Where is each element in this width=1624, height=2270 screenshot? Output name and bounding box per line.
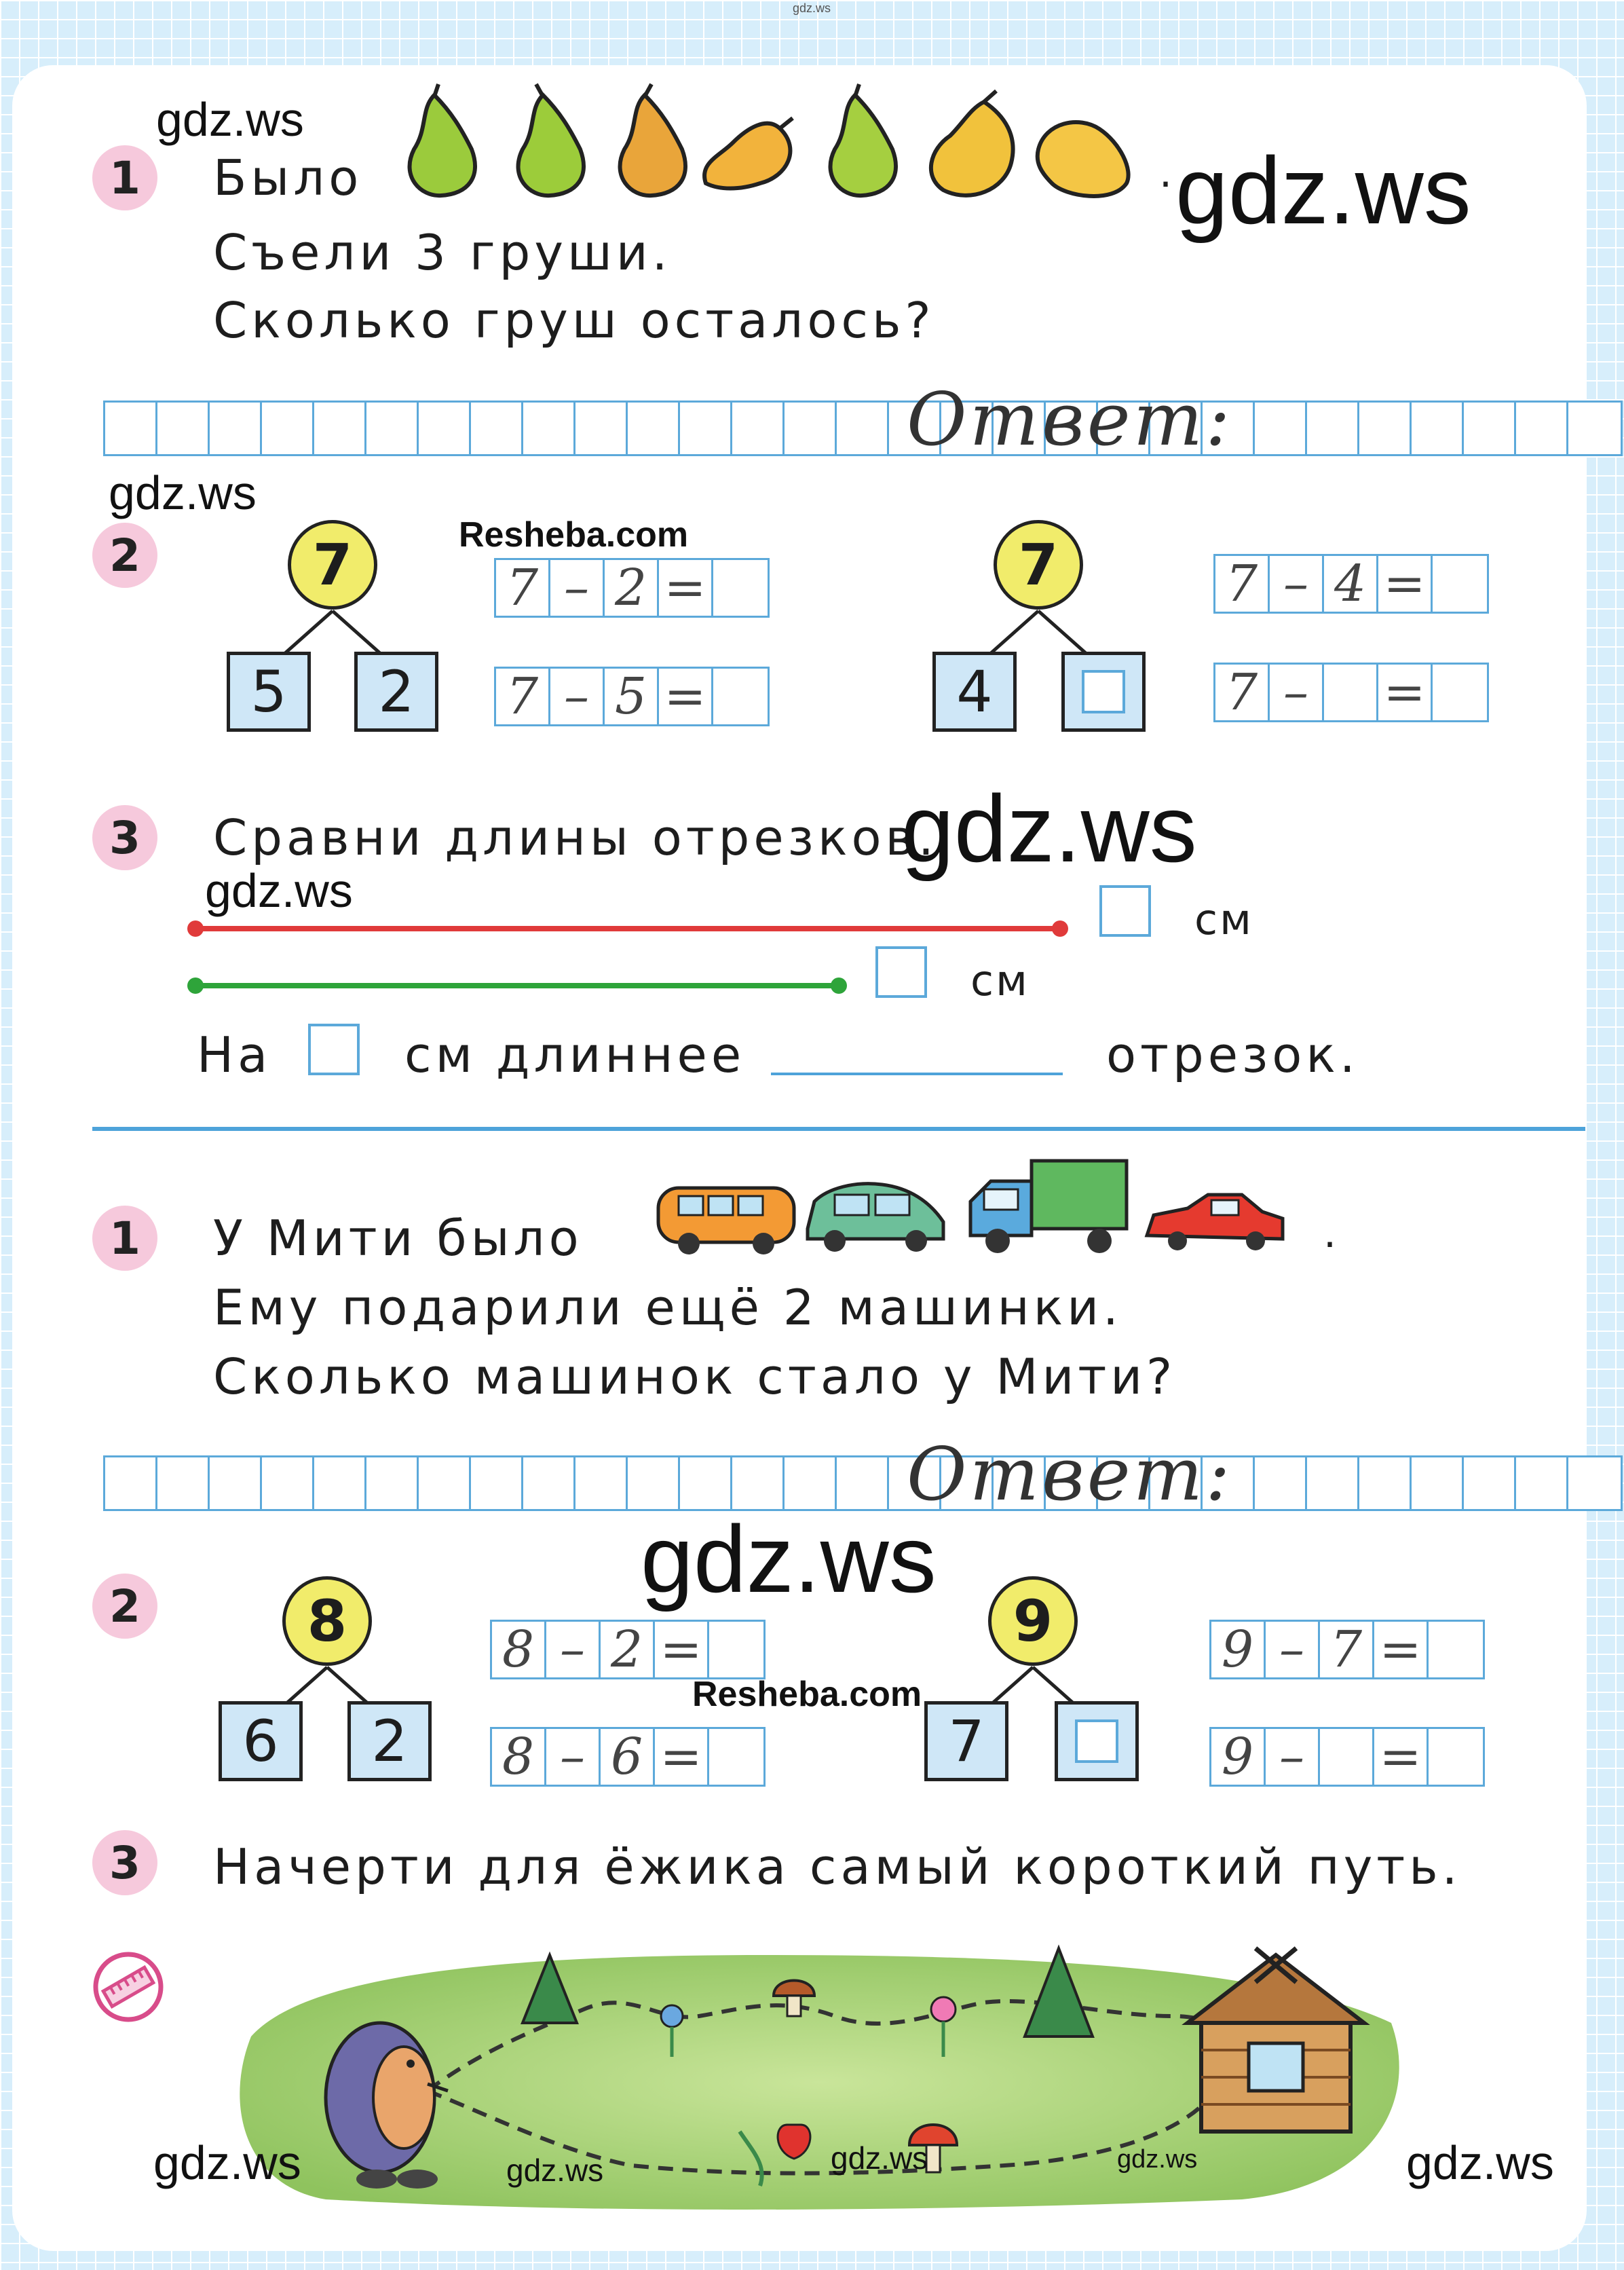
watermark: gdz.ws xyxy=(901,775,1197,882)
equation-row[interactable] xyxy=(490,1620,766,1679)
number-square-empty[interactable] xyxy=(1061,652,1146,732)
task1-line1: Было xyxy=(213,149,363,206)
equation-row[interactable] xyxy=(1213,663,1489,722)
unit-label: см xyxy=(970,956,1030,1005)
watermark: gdz.ws xyxy=(205,864,353,917)
eq-cell: 7 xyxy=(1215,556,1270,612)
eq-cell: 4 xyxy=(1324,556,1378,612)
answer-grid[interactable] xyxy=(103,401,1623,456)
eq-cell[interactable] xyxy=(1324,665,1378,720)
equation-row[interactable] xyxy=(494,667,770,726)
equation-row[interactable] xyxy=(1213,554,1489,614)
watermark: gdz.ws xyxy=(153,2136,301,2189)
equation-row[interactable] xyxy=(1209,1727,1485,1787)
eq-cell: = xyxy=(659,560,713,616)
eq-cell: 7 xyxy=(496,560,550,616)
answer-label: Ответ: xyxy=(907,1432,1233,1517)
watermark: gdz.ws xyxy=(1406,2136,1554,2189)
eq-cell: 9 xyxy=(1211,1622,1266,1677)
eq-answer-cell[interactable] xyxy=(1433,556,1487,612)
red-segment-start xyxy=(187,920,204,937)
eq-cell: = xyxy=(655,1622,709,1677)
red-length-box[interactable] xyxy=(1099,885,1151,937)
pears-illustration xyxy=(394,81,1154,204)
pear-icon xyxy=(410,84,475,196)
eq-cell: – xyxy=(550,560,605,616)
task1-line1: У Мити было xyxy=(213,1210,583,1267)
unit-label: см xyxy=(1194,895,1253,944)
car-icon xyxy=(1147,1195,1283,1250)
eq-cell: 9 xyxy=(1211,1729,1266,1785)
task-number-badge: 3 xyxy=(92,805,157,870)
number-circle: 9 xyxy=(988,1576,1078,1666)
watermark: gdz.ws xyxy=(831,2140,928,2176)
truck-icon xyxy=(970,1161,1127,1253)
difference-box[interactable] xyxy=(308,1024,360,1075)
number-circle: 8 xyxy=(282,1576,372,1666)
task1-line3: Сколько машинок стало у Мити? xyxy=(213,1348,1177,1405)
watermark-resheba: Resheba.com xyxy=(459,515,689,555)
eq-cell: = xyxy=(655,1729,709,1785)
sentence-mid: см длиннее xyxy=(404,1026,746,1083)
eq-cell: 7 xyxy=(1320,1622,1374,1677)
eq-cell[interactable] xyxy=(1320,1729,1374,1785)
task3-title: Начерти для ёжика самый короткий путь. xyxy=(213,1838,1462,1895)
eq-cell: – xyxy=(546,1622,601,1677)
eq-cell: = xyxy=(1374,1729,1429,1785)
number-square: 7 xyxy=(924,1701,1008,1781)
watermark: gdz.ws xyxy=(1175,137,1471,244)
segments xyxy=(183,910,1079,998)
answer-box[interactable] xyxy=(1082,670,1125,713)
eq-cell: – xyxy=(1270,665,1324,720)
pear-icon xyxy=(704,118,793,189)
task-number-badge: 2 xyxy=(92,523,157,588)
hedgehog-path-illustration xyxy=(224,1928,1418,2213)
eq-answer-cell[interactable] xyxy=(1429,1729,1483,1785)
answer-label: Ответ: xyxy=(907,377,1233,462)
watermark-top: gdz.ws xyxy=(793,1,831,15)
watermark: gdz.ws xyxy=(641,1506,937,1612)
bus-icon xyxy=(658,1188,794,1254)
answer-grid[interactable] xyxy=(103,1455,1623,1511)
car-icon xyxy=(808,1184,943,1252)
eq-answer-cell[interactable] xyxy=(1433,665,1487,720)
task-number-badge: 3 xyxy=(92,1830,157,1895)
eq-answer-cell[interactable] xyxy=(1429,1622,1483,1677)
watermark: gdz.ws xyxy=(506,2153,604,2188)
number-circle: 7 xyxy=(288,520,377,610)
number-square: 2 xyxy=(347,1701,432,1781)
equation-row[interactable] xyxy=(494,558,770,618)
eq-cell: 2 xyxy=(601,1622,655,1677)
eq-cell: = xyxy=(1374,1622,1429,1677)
number-square: 6 xyxy=(219,1701,303,1781)
answer-blank-line[interactable] xyxy=(771,1073,1063,1075)
eq-cell: 7 xyxy=(1215,665,1270,720)
number-square-empty[interactable] xyxy=(1055,1701,1139,1781)
task-number-badge: 2 xyxy=(92,1574,157,1639)
eq-cell: = xyxy=(659,669,713,724)
red-segment-end xyxy=(1052,920,1068,937)
section-divider xyxy=(92,1127,1585,1131)
task1-line1-end: . xyxy=(1323,1210,1341,1257)
eq-answer-cell[interactable] xyxy=(709,1729,763,1785)
eq-answer-cell[interactable] xyxy=(713,560,768,616)
eq-cell: – xyxy=(1266,1622,1320,1677)
eq-answer-cell[interactable] xyxy=(709,1622,763,1677)
pear-icon xyxy=(518,84,584,196)
eq-cell: – xyxy=(546,1729,601,1785)
task1-line2: Ему подарили ещё 2 машинки. xyxy=(213,1279,1122,1336)
task-number-badge: 1 xyxy=(92,1206,157,1271)
eq-cell: 7 xyxy=(496,669,550,724)
sentence-start: На xyxy=(197,1026,272,1083)
answer-box[interactable] xyxy=(1075,1719,1118,1763)
eq-cell: 8 xyxy=(492,1729,546,1785)
eq-cell: 8 xyxy=(492,1622,546,1677)
green-length-box[interactable] xyxy=(875,946,927,998)
pear-icon xyxy=(1038,122,1129,196)
eq-cell: – xyxy=(550,669,605,724)
task3-title: Сравни длины отрезков. xyxy=(213,809,938,866)
number-circle: 7 xyxy=(994,520,1083,610)
watermark: gdz.ws xyxy=(1117,2145,1198,2174)
equation-row[interactable] xyxy=(1209,1620,1485,1679)
green-segment-end xyxy=(831,978,847,994)
eq-cell: – xyxy=(1266,1729,1320,1785)
cars-illustration xyxy=(652,1154,1289,1263)
task1-line1-end: . xyxy=(1159,149,1177,197)
eq-answer-cell[interactable] xyxy=(713,669,768,724)
pear-icon xyxy=(620,84,685,196)
watermark: gdz.ws xyxy=(156,93,304,146)
task1-line3: Сколько груш осталось? xyxy=(213,292,935,349)
eq-cell: – xyxy=(1270,556,1324,612)
green-segment-start xyxy=(187,978,204,994)
eq-cell: 6 xyxy=(601,1729,655,1785)
eq-cell: 5 xyxy=(605,669,659,724)
pear-icon xyxy=(831,84,896,196)
equation-row[interactable] xyxy=(490,1727,766,1787)
house-icon xyxy=(1188,1948,1364,2132)
number-square: 5 xyxy=(227,652,311,732)
number-square: 2 xyxy=(354,652,438,732)
eq-cell: = xyxy=(1378,665,1433,720)
sentence-end: отрезок. xyxy=(1106,1026,1359,1083)
pear-icon xyxy=(931,91,1013,196)
ruler-icon xyxy=(91,1950,166,2024)
watermark-resheba: Resheba.com xyxy=(692,1675,922,1714)
watermark: gdz.ws xyxy=(109,466,257,519)
eq-cell: = xyxy=(1378,556,1433,612)
task1-line2: Съели 3 груши. xyxy=(213,224,672,281)
task-number-badge: 1 xyxy=(92,145,157,210)
number-square: 4 xyxy=(932,652,1017,732)
eq-cell: 2 xyxy=(605,560,659,616)
